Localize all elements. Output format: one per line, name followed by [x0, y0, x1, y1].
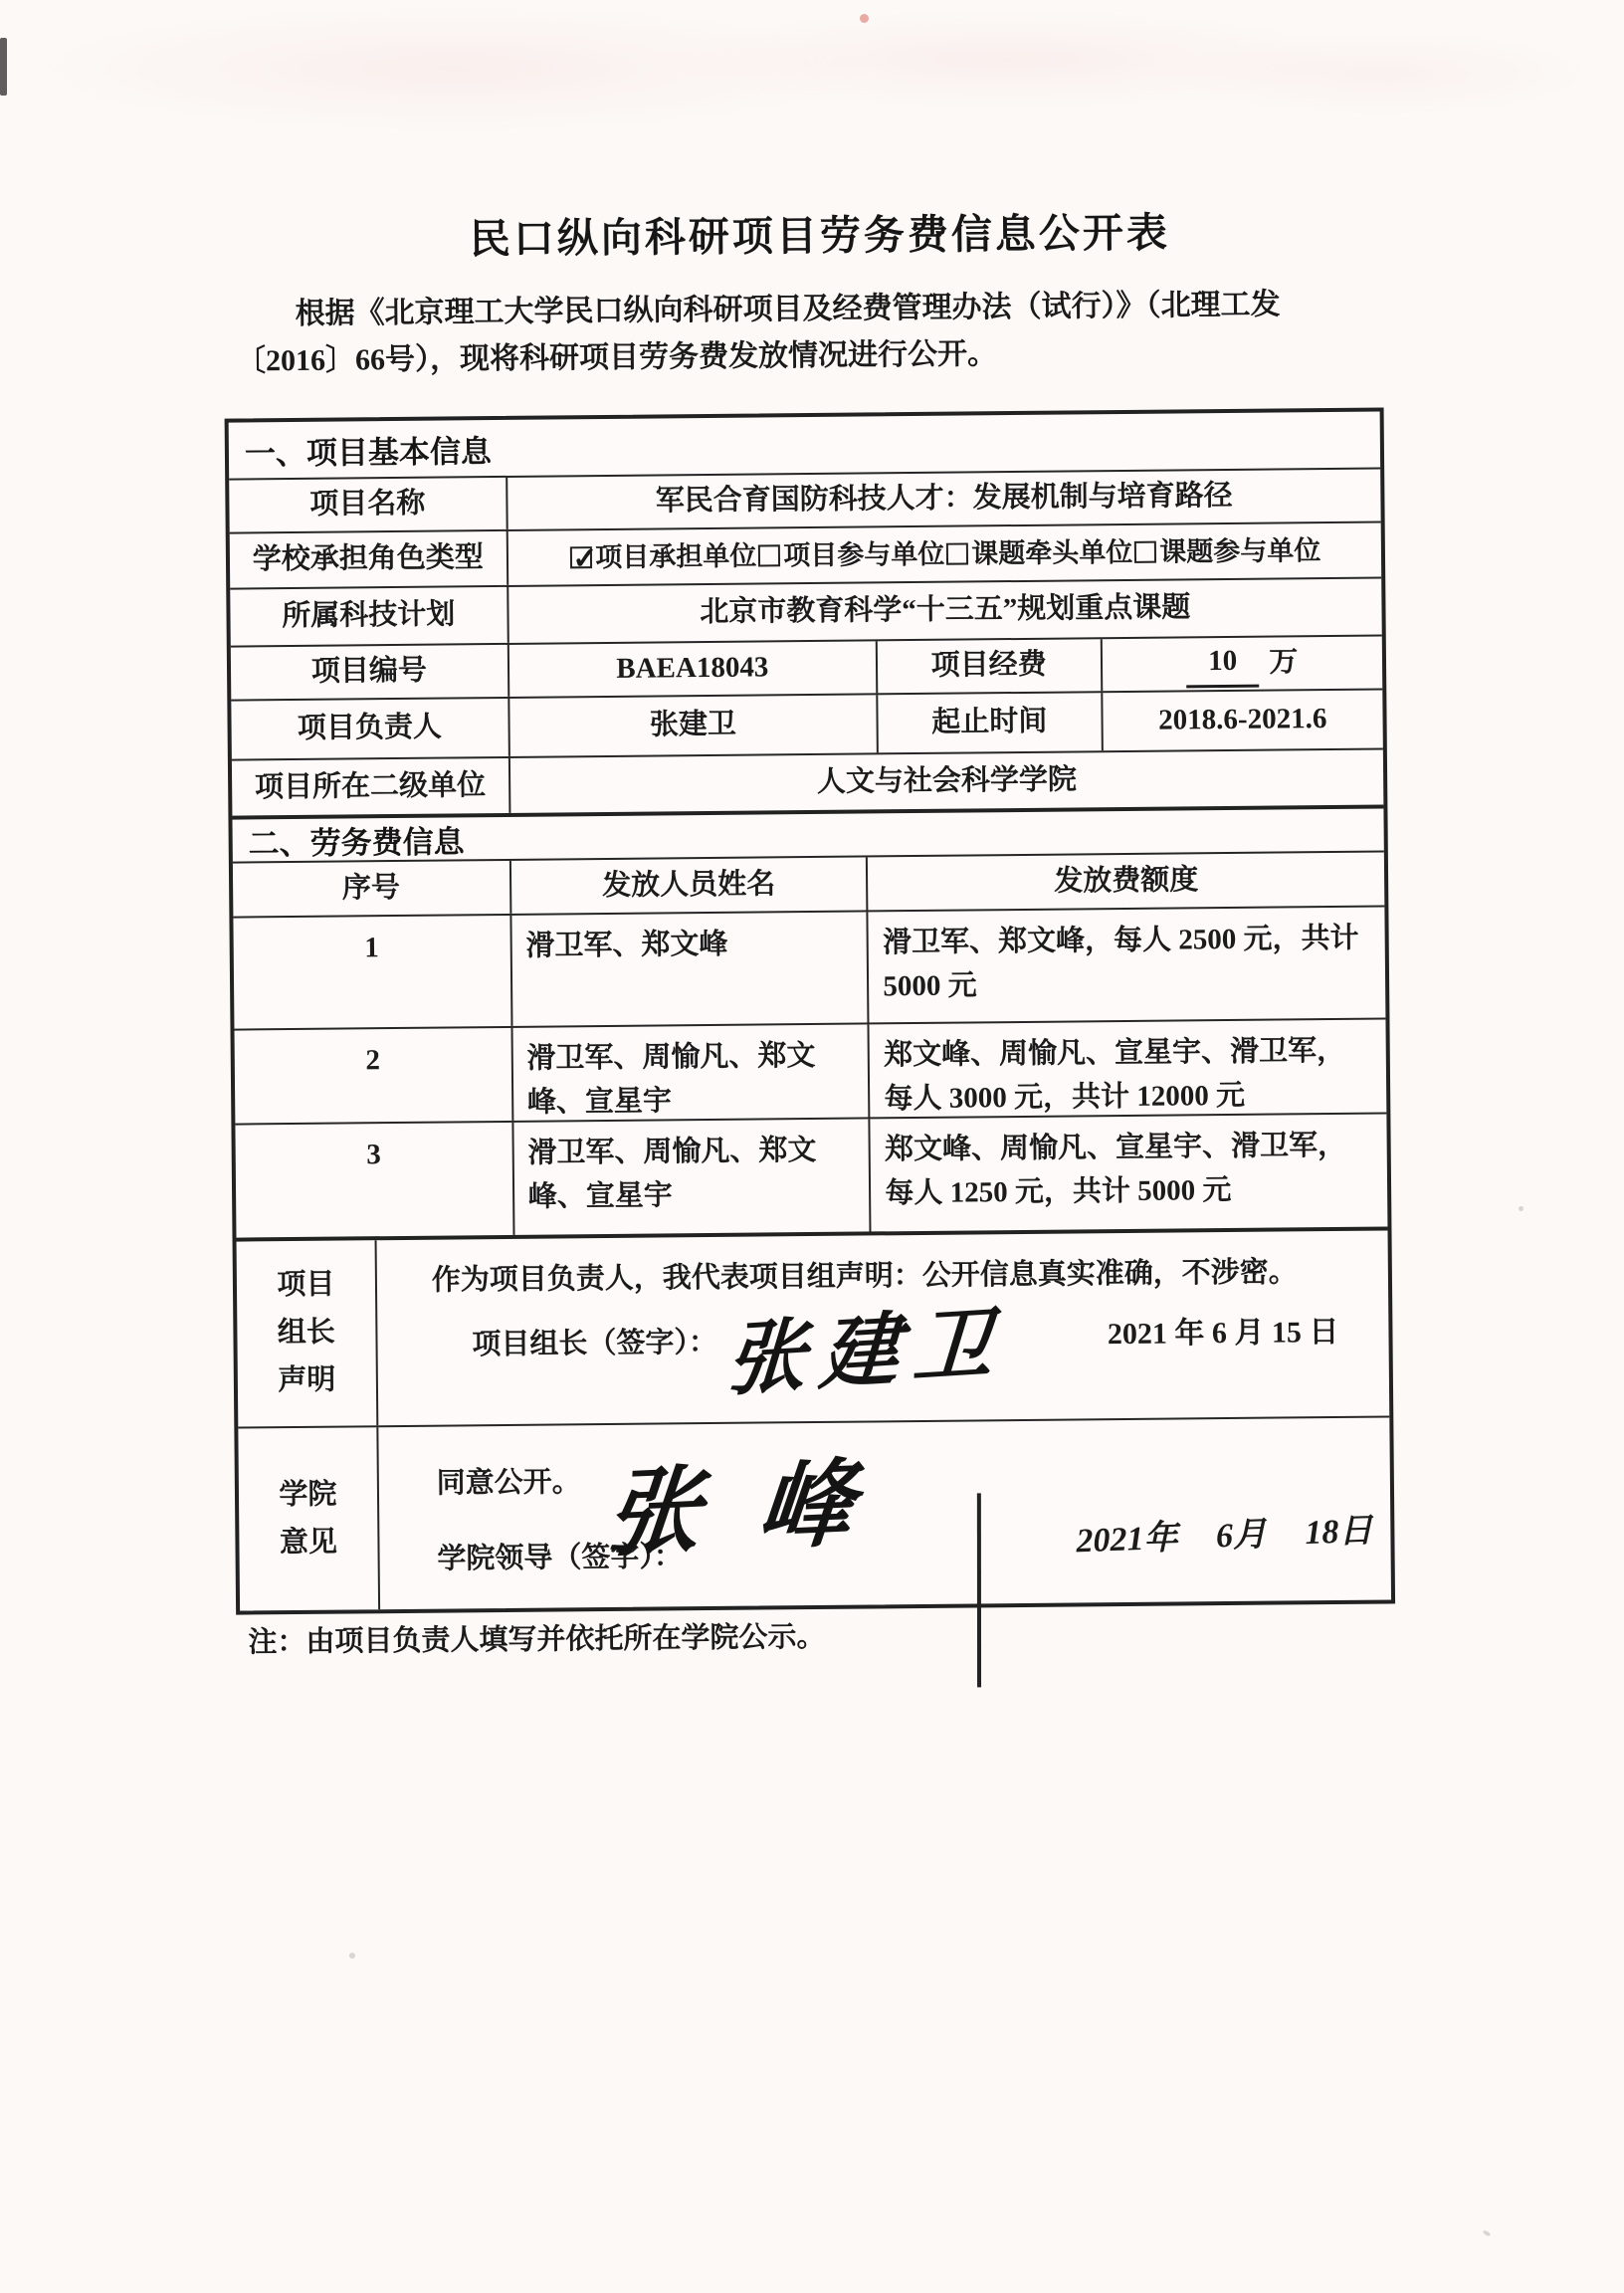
unit-label: 项目所在二级单位 — [254, 768, 487, 804]
college-label-line2: 意见 — [279, 1526, 338, 1559]
footnote: 注：由项目负责人填写并依托所在学院公示。 — [248, 1620, 826, 1659]
checked-checkbox-icon — [570, 546, 592, 568]
intro-paragraph — [235, 282, 1352, 385]
role-option-3-label: 课题牵头单位 — [971, 536, 1133, 569]
budget-unit: 万 — [1269, 646, 1299, 679]
leader-signature: 张建卫 — [723, 1300, 1009, 1406]
declaration-label-line3: 声明 — [278, 1363, 336, 1397]
dean-sign-label: 学院领导（签字）： — [437, 1540, 684, 1575]
project-number-value: BAEA18043 — [507, 641, 876, 697]
declaration-label — [237, 1240, 377, 1426]
college-opinion-row — [238, 1415, 1391, 1610]
labor-fee-row-3 — [235, 1112, 1387, 1237]
checkbox-icon — [1134, 540, 1156, 562]
plan-value: 北京市教育科学“十三五”规划重点课题 — [507, 578, 1382, 642]
role-option-4 — [1132, 530, 1320, 572]
row3-amount: 郑文峰、周愉凡、宣星宇、滑卫军，每人 1250 元，共计 5000 元 — [869, 1114, 1388, 1231]
approval-text: 同意公开。 — [436, 1466, 581, 1500]
declaration-label-line1: 项目 — [277, 1268, 335, 1302]
role-type-options — [506, 522, 1381, 584]
labor-fee-row-2 — [234, 1017, 1386, 1123]
intro-line-2: 〔2016〕66号），现将科研项目劳务费发放情况进行公开。 — [235, 336, 998, 378]
declaration-row — [237, 1226, 1390, 1426]
row2-no: 2 — [365, 1044, 381, 1077]
row3-names: 滑卫军、周愉凡、郑文峰、宣星宇 — [511, 1119, 870, 1234]
duration-label: 起止时间 — [876, 693, 1101, 752]
leader-sign-label: 项目组长（签字）： — [472, 1326, 718, 1360]
plan-label: 所属科技计划 — [282, 598, 456, 633]
declaration-content — [374, 1230, 1389, 1425]
project-name-value: 军民合育国防科技人才：发展机制与培育路径 — [506, 469, 1381, 528]
form-table — [225, 407, 1395, 1614]
row1-amount: 滑卫军、郑文峰，每人 2500 元，共计 5000 元 — [867, 907, 1386, 1022]
dean-signature: 张峰 — [601, 1448, 915, 1568]
role-type-label: 学校承担角色类型 — [252, 541, 484, 576]
declaration-label-line2: 组长 — [277, 1316, 335, 1350]
project-name-label: 项目名称 — [309, 487, 426, 521]
checkbox-icon — [946, 542, 968, 564]
college-label-line1: 学院 — [279, 1478, 337, 1511]
budget-label: 项目经费 — [876, 639, 1101, 693]
intro-line-1: 根据《北京理工大学民口纵向科研项目及经费管理办法（试行）》（北理工发 — [295, 288, 1281, 330]
section1-title: 一、项目基本信息 — [244, 433, 493, 471]
col-header-amount: 发放费额度 — [866, 852, 1384, 910]
declaration-statement: 作为项目负责人，我代表项目组声明：公开信息真实准确，不涉密。 — [431, 1256, 1298, 1297]
declaration-date: 2021 年 6 月 15 日 — [1107, 1315, 1339, 1352]
duration-value: 2018.6-2021.6 — [1101, 690, 1383, 750]
project-number-label: 项目编号 — [310, 654, 428, 689]
role-option-2 — [756, 533, 944, 575]
role-option-2-label: 项目参与单位 — [783, 538, 945, 571]
leader-label: 项目负责人 — [297, 711, 443, 745]
col-header-names: 发放人员姓名 — [509, 857, 867, 913]
row2-names: 滑卫军、周愉凡、郑文峰、宣星宇 — [510, 1024, 869, 1120]
leader-value: 张建卫 — [508, 695, 877, 756]
checkbox-icon — [758, 544, 780, 566]
page-title: 民口纵向科研项目劳务费信息公开表 — [469, 209, 1171, 263]
row3-no: 3 — [366, 1139, 381, 1171]
row2-amount: 郑文峰、周愉凡、宣星宇、滑卫军，每人 3000 元，共计 12000 元 — [868, 1019, 1387, 1117]
college-opinion-label — [238, 1427, 378, 1610]
row1-no: 1 — [364, 932, 379, 964]
signature-pen-stroke — [977, 1493, 981, 1687]
row1-names: 滑卫军、郑文峰 — [509, 912, 868, 1025]
budget-value — [1100, 636, 1382, 691]
role-option-4-label: 课题参与单位 — [1159, 534, 1321, 567]
college-opinion-date: 2021年 6月 18日 — [1075, 1512, 1373, 1561]
role-option-3 — [944, 532, 1132, 574]
col-header-no: 序号 — [341, 871, 401, 905]
role-option-1 — [568, 535, 756, 577]
budget-amount: 10 — [1186, 639, 1259, 688]
labor-fee-row-1 — [233, 905, 1385, 1028]
role-option-1-label: 项目承担单位 — [595, 540, 757, 572]
section2-title: 二、劳务费信息 — [248, 823, 465, 861]
unit-value: 人文与社会科学学院 — [508, 749, 1384, 812]
college-opinion-content — [376, 1417, 1391, 1609]
leader-duration-row — [231, 688, 1383, 758]
